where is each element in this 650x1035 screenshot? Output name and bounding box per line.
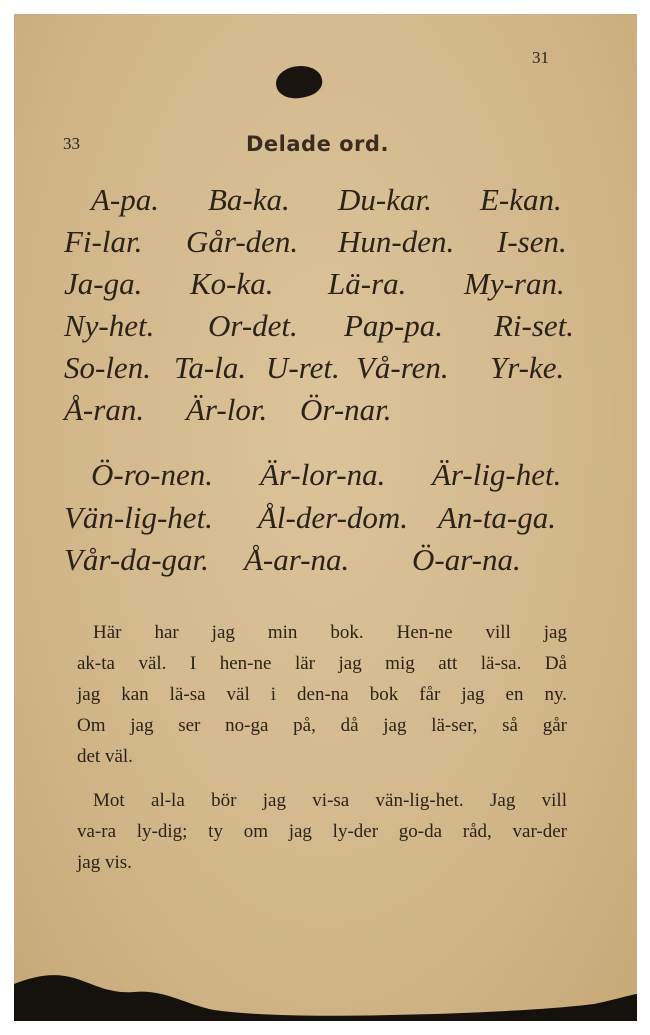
word: U-ret. (266, 350, 340, 385)
word: Lä-ra. (328, 266, 407, 301)
word: Ål-der-dom. (258, 500, 409, 535)
word-row (64, 542, 584, 586)
word: An-ta-ga. (438, 500, 556, 535)
word-row (64, 500, 584, 544)
word: Ri-set. (494, 308, 575, 343)
word: So-len. (64, 350, 151, 385)
word-row (64, 224, 584, 268)
word-row (64, 392, 584, 436)
word: Går-den. (186, 224, 299, 259)
text-line: Om jag ser no-ga på, då jag lä-ser, så går (77, 715, 567, 736)
word: Är-lor. (186, 392, 268, 427)
word: Ta-la. (174, 350, 247, 385)
text-line: ak-ta väl. I hen-ne lär jag mig att lä-sa. Då (77, 653, 567, 674)
text-line: det väl. (77, 746, 133, 767)
text-line: Här har jag min bok. Hen-ne vill jag (93, 622, 567, 643)
word: Du-kar. (338, 182, 432, 217)
word: Ny-het. (64, 308, 155, 343)
word: My-ran. (464, 266, 565, 301)
word: Är-lor-na. (260, 457, 386, 492)
word: Hun-den. (338, 224, 455, 259)
word: Fi-lar. (64, 224, 143, 259)
word: Ö-ar-na. (412, 542, 521, 577)
word-row (64, 266, 584, 310)
word: I-sen. (497, 224, 567, 259)
word: Ör-nar. (300, 392, 392, 427)
book-page (14, 14, 637, 1021)
word: Å-ran. (64, 392, 145, 427)
word-row (64, 457, 584, 501)
word: Ba-ka. (208, 182, 290, 217)
word: Ja-ga. (64, 266, 143, 301)
torn-bottom-edge (14, 954, 637, 1021)
word: Yr-ke. (490, 350, 565, 385)
word: Or-det. (208, 308, 298, 343)
page-number-left: 33 (63, 134, 80, 153)
word: Å-ar-na. (244, 542, 350, 577)
section-heading: Delade ord. (246, 132, 389, 156)
text-line: jag vis. (77, 852, 132, 873)
text-line: jag kan lä-sa väl i den-na bok får jag en ny. (77, 684, 567, 705)
text-line: Mot al-la bör jag vi-sa vän-lig-het. Jag vill (93, 790, 567, 811)
word: Pap-pa. (344, 308, 444, 343)
word: Vå-ren. (356, 350, 449, 385)
word: A-pa. (91, 182, 160, 217)
page-number-right: 31 (532, 48, 549, 67)
ink-blot (273, 62, 325, 103)
word: E-kan. (480, 182, 562, 217)
word: Vår-da-gar. (64, 542, 209, 577)
word-row (64, 182, 584, 226)
word: Ö-ro-nen. (91, 457, 213, 492)
word: Är-lig-het. (432, 457, 562, 492)
word-row (64, 308, 584, 352)
word: Ko-ka. (190, 266, 274, 301)
text-line: va-ra ly-dig; ty om jag ly-der go-da råd, var-der (77, 821, 567, 842)
word-row (64, 350, 584, 394)
word: Vän-lig-het. (64, 500, 213, 535)
